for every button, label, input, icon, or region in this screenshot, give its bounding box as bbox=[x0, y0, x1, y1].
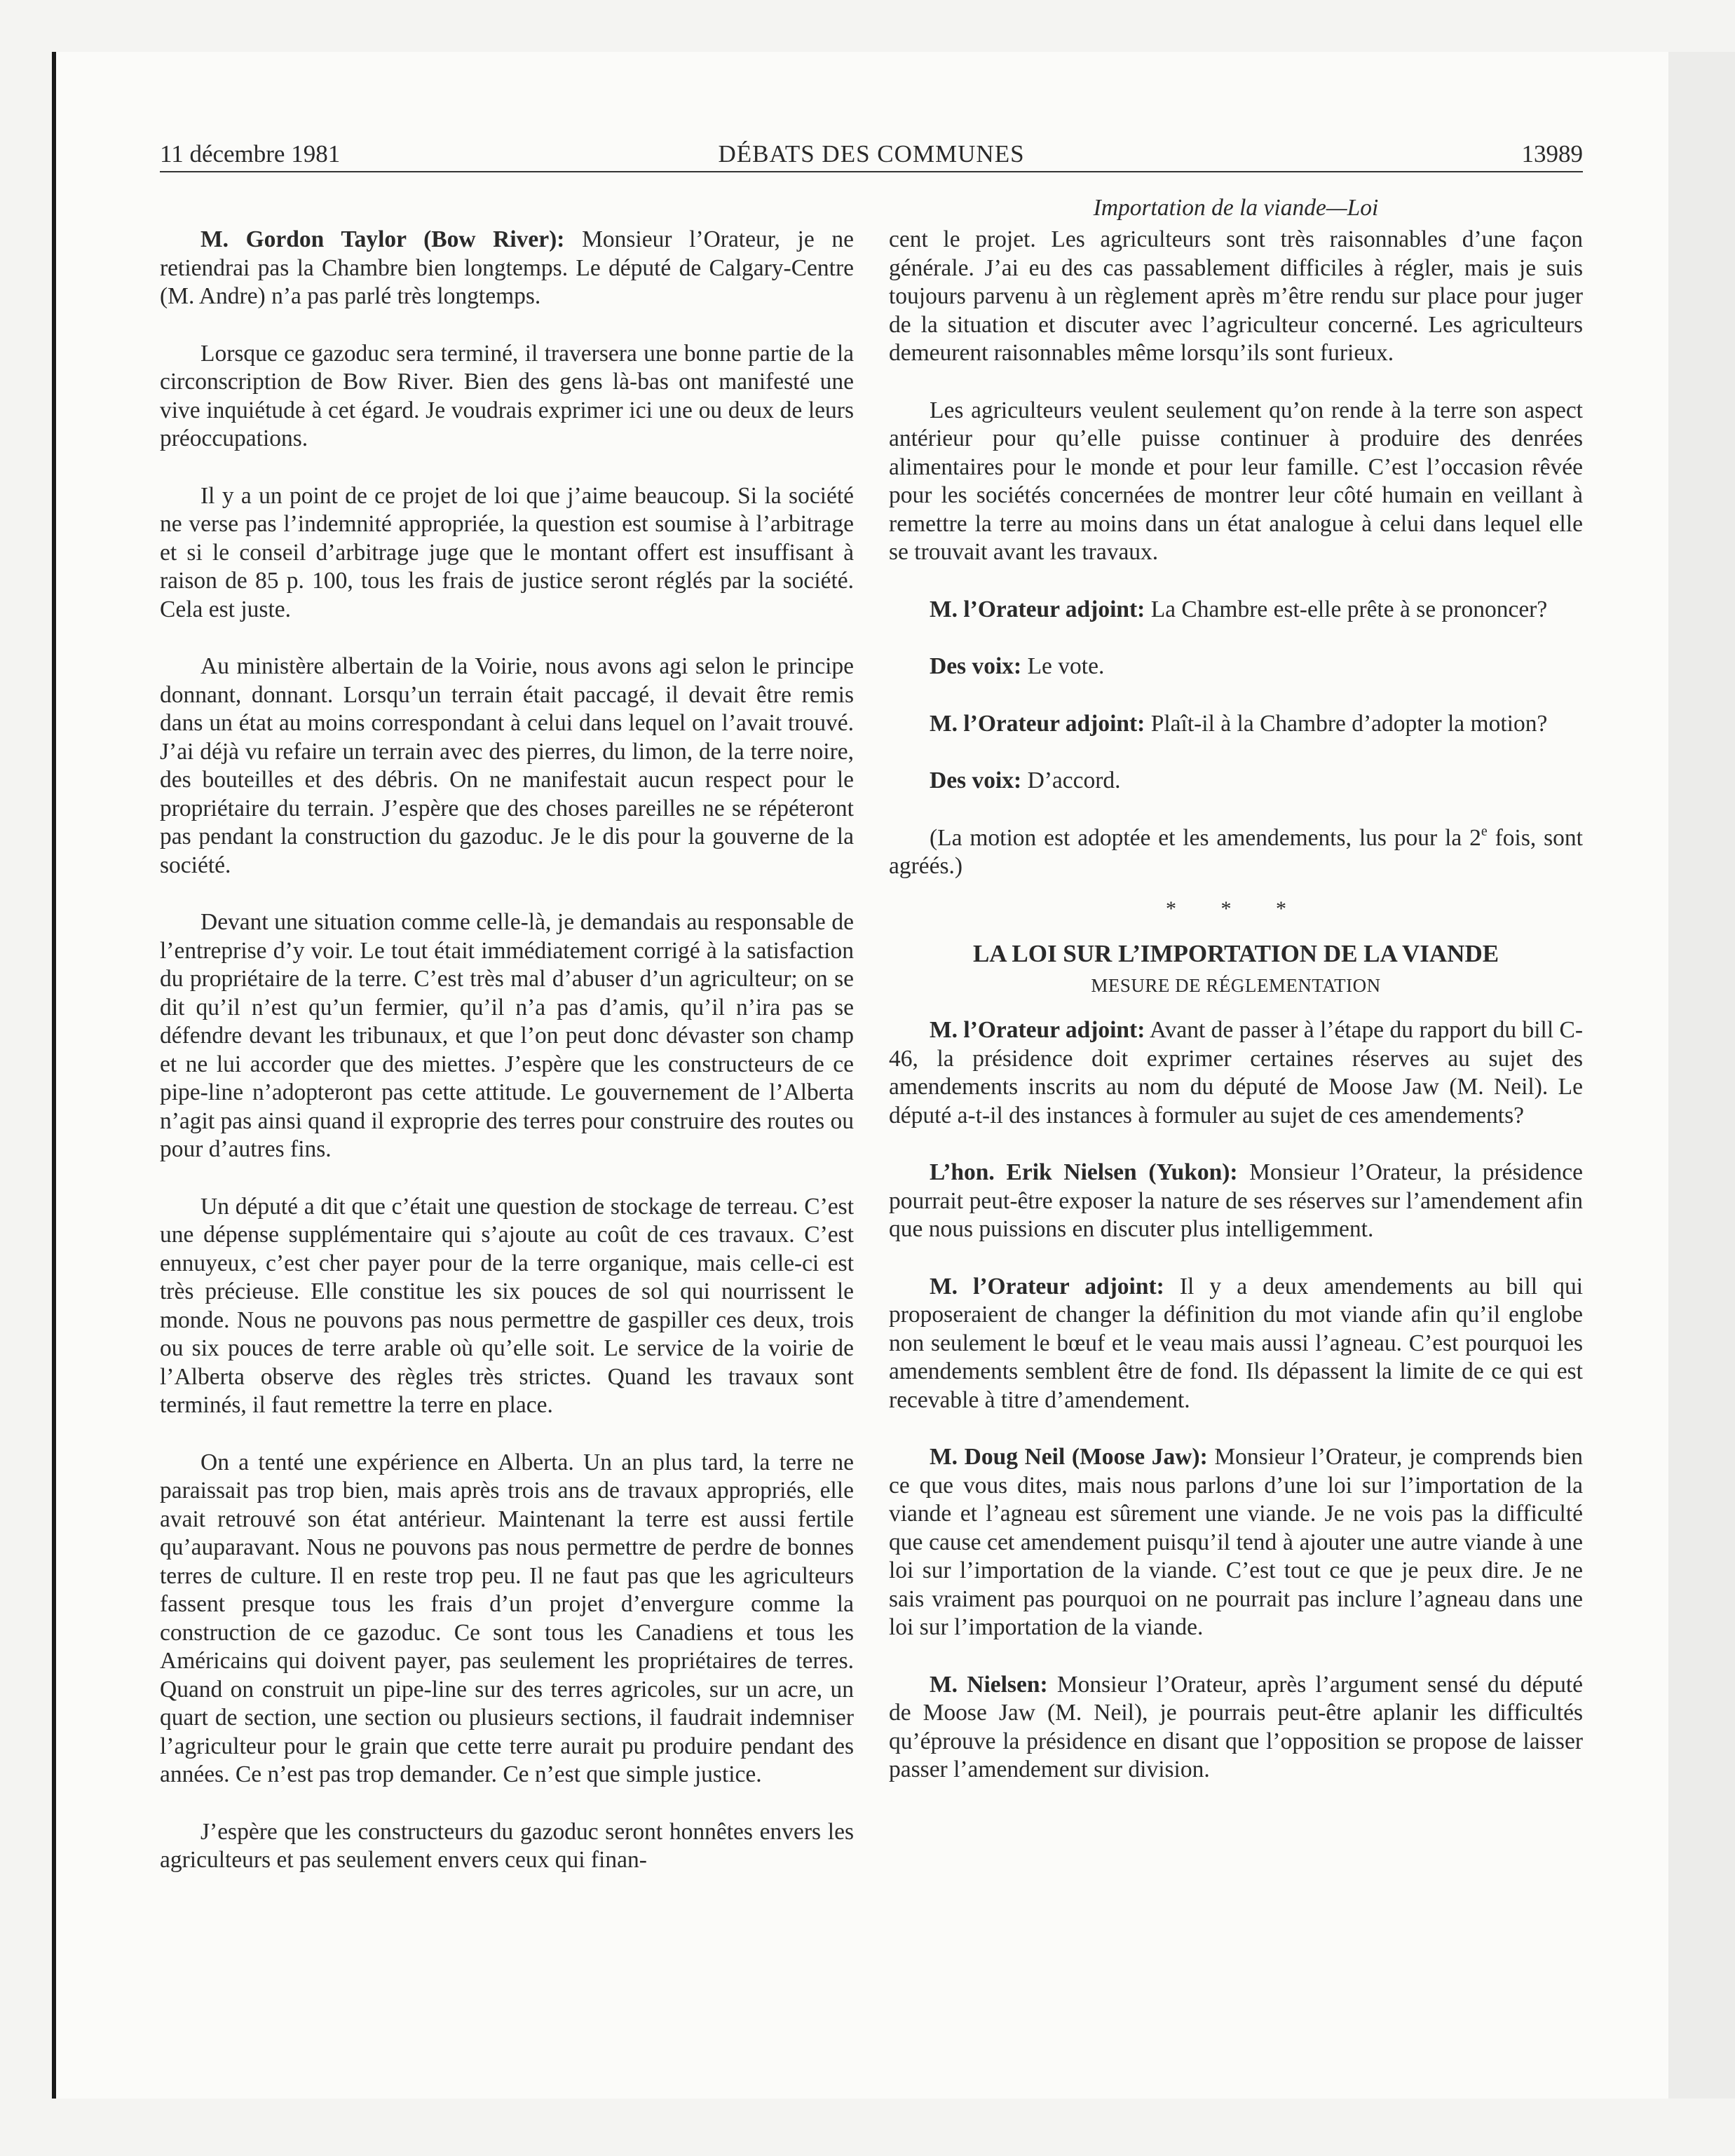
header-title: DÉBATS DES COMMUNES bbox=[718, 140, 1025, 168]
paragraph-text: La Chambre est-elle prête à se prononcer? bbox=[1145, 596, 1548, 622]
left-column bbox=[160, 226, 854, 1904]
paragraph-text: Monsieur l’Orateur, après l’argument sensé du député de Moose Jaw (M. Neil), je pourrais peut-être aplanir les difficultés qu’éprouve la présidence en disant que l’opposition se propose de laisser passer l’amendement sur division. bbox=[889, 1671, 1583, 1782]
page-number: 13989 bbox=[1521, 140, 1583, 168]
paragraph bbox=[889, 1016, 1583, 1130]
right-column bbox=[889, 191, 1583, 1813]
running-head: Importation de la viande—Loi bbox=[1093, 195, 1379, 221]
paragraph bbox=[889, 767, 1583, 796]
speaker-name: M. l’Orateur adjoint: bbox=[930, 1017, 1145, 1043]
paragraph bbox=[889, 824, 1583, 881]
paragraph: cent le projet. Les agriculteurs sont très raisonnables d’une façon générale. J’ai eu des cas passablement difficiles à régler, mais je suis toujours parvenu à un règlement après m’être rendu sur place pour juger de la situation et discuter avec l’agriculteur concerné. Les agriculteurs demeurent raisonnables même lorsqu’ils sont furieux. bbox=[889, 226, 1583, 366]
paragraph-text: D’accord. bbox=[1021, 767, 1121, 793]
speaker-name: L’hon. Erik Nielsen (Yukon): bbox=[930, 1159, 1238, 1185]
speaker-name: M. Nielsen: bbox=[930, 1671, 1048, 1698]
paragraph-text: Il y a deux amendements au bill qui proposeraient de changer la définition du mot viande afin qu’il englobe non seulement le bœuf et le veau mais aussi l’agneau. C’est pourquoi les amendements semblent être de fond. Ils dépassent la limite de ce qui est recevable à titre d’amendement. bbox=[889, 1273, 1584, 1413]
paragraph-text: (La motion est adoptée et les amendements, lus pour la 2 bbox=[930, 824, 1481, 851]
paragraph: Devant une situation comme celle-là, je demandais au responsable de l’entreprise d’y voir. Le tout était immédiatement corrigé à la satisfaction du propriétaire de la terre. C’est très mal d’abuser d’un agriculteur; on se dit qu’il n’est qu’un fermier, qu’il n’a pas d’amis, qu’il n’ira pas se défendre devant les tribunaux, et que l’on peut donc dévaster son champ et ne lui accorder que des miettes. J’espère que les constructeurs de ce pipe-line n’adopteront pas cette attitude. Le gouvernement de l’Alberta n’agit pas ainsi quand il exproprie des terres pour construire des routes ou pour d’autres fins. bbox=[160, 909, 854, 1162]
section-title: LA LOI SUR L’IMPORTATION DE LA VIANDE bbox=[972, 940, 1499, 967]
paragraph-text: Monsieur l’Orateur, je ne retiendrai pas la Chambre bien longtemps. Le député de Calgary-Centre (M. Andre) n’a pas parlé très longtemps. bbox=[160, 226, 854, 309]
paragraph bbox=[889, 1443, 1583, 1642]
speaker-name: M. l’Orateur adjoint: bbox=[930, 710, 1145, 737]
speaker-name: M. Gordon Taylor (Bow River): bbox=[200, 226, 565, 252]
paragraph bbox=[160, 226, 854, 311]
paragraph-text: Plaît-il à la Chambre d’adopter la motion? bbox=[1145, 710, 1548, 737]
page-header bbox=[160, 140, 1583, 172]
speaker-name: Des voix: bbox=[930, 653, 1022, 679]
section-subtitle: MESURE DE RÉGLEMENTATION bbox=[1091, 974, 1381, 996]
paragraph-text: Le vote. bbox=[1021, 653, 1105, 679]
paragraph bbox=[889, 596, 1583, 625]
superscript: e bbox=[1481, 823, 1488, 839]
paragraph: Un député a dit que c’était une question de stockage de terreau. C’est une dépense supplémentaire qui s’ajoute au coût de ces travaux. C’est ennuyeux, c’est cher payer pour de la terre organique, mais celle-ci est très précieuse. Elle constitue les six pouces de sol qui nourrissent le monde. Nous ne pouvons pas nous permettre de gaspiller ces deux, trois ou six pouces de terre arable où qu’elle soit. Le service de la voirie de l’Alberta observe des règles très strictes. Quand les travaux sont terminés, il faut remettre la terre en place. bbox=[160, 1193, 854, 1418]
paragraph: On a tenté une expérience en Alberta. Un an plus tard, la terre ne paraissait pas trop bien, mais après trois ans de travaux appropriés, elle avait retrouvé son état antérieur. Maintenant la terre est aussi fertile qu’auparavant. Nous ne pouvons pas nous permettre de perdre de bonnes terres de culture. Il en reste trop peu. Il ne faut pas que les agriculteurs fassent presque tous les frais d’un projet d’envergure comme la construction de ce gazoduc. Ce sont tous les Canadiens et tous les Américains qui doivent payer, pas seulement les propriétaires de terres. Quand on construit un pipe-line sur des terres agricoles, sur un acre, un quart de section, une section ou plusieurs sections, il faudrait indemniser l’agriculteur pour le grain que cette terre aurait pu produire pendant des années. Ce n’est pas trop demander. Ce n’est que simple justice. bbox=[160, 1449, 854, 1787]
paragraph bbox=[889, 1159, 1583, 1244]
paragraph: J’espère que les constructeurs du gazoduc seront honnêtes envers les agriculteurs et pas seulement envers ceux qui finan- bbox=[160, 1818, 854, 1873]
paragraph bbox=[889, 653, 1583, 681]
paragraph bbox=[889, 1671, 1583, 1785]
paragraph: Au ministère albertain de la Voirie, nous avons agi selon le principe donnant, donnant. Lorsqu’un terrain était paccagé, il devait être remis dans un état au moins correspondant à celui dans lequel on l’avait trouvé. J’ai déjà vu refaire un terrain avec des pierres, du limon, de la terre noire, des bouteilles et des débris. On ne manifestait aucun respect pour le propriétaire du terrain. J’espère que des choses pareilles ne se répéteront pas pendant la construction du gazoduc. Je le dis pour la gouverne de la société. bbox=[160, 653, 854, 878]
paragraph-text: Monsieur l’Orateur, la présidence pourrait peut-être exposer la nature de ses réserves sur l’amendement afin que nous puissions en discuter plus intelligemment. bbox=[889, 1159, 1583, 1242]
paragraph: Lorsque ce gazoduc sera terminé, il traversera une bonne partie de la circonscription de Bow River. Bien des gens là-bas ont manifesté une vive inquiétude à cet égard. Je voudrais exprimer ici une ou deux de leurs préoccupations. bbox=[160, 340, 854, 451]
header-date: 11 décembre 1981 bbox=[160, 140, 341, 168]
speaker-name: M. l’Orateur adjoint: bbox=[930, 596, 1145, 622]
paragraph-text: fois, sont agréés.) bbox=[889, 824, 1583, 879]
paragraph bbox=[889, 1273, 1583, 1415]
speaker-name: Des voix: bbox=[930, 767, 1022, 793]
speaker-name: M. l’Orateur adjoint: bbox=[930, 1273, 1164, 1299]
paragraph: Il y a un point de ce projet de loi que j’aime beaucoup. Si la société ne verse pas l’indemnité appropriée, la question est soumise à l’arbitrage et si le conseil d’arbitrage juge que le montant offert est insuffisant à raison de 85 p. 100, tous les frais de justice seront réglés par la société. Cela est juste. bbox=[160, 482, 854, 622]
paragraph: Les agriculteurs veulent seulement qu’on rende à la terre son aspect antérieur pour qu’elle puisse continuer à produire des denrées alimentaires pour le monde et pour leur famille. C’est l’occasion rêvée pour les sociétés concernées de montrer leur côté humain en veillant à remettre la terre au moins dans un état analogue à celui dans lequel elle se trouvait avant les travaux. bbox=[889, 397, 1583, 565]
scan-right-margin bbox=[1665, 52, 1735, 2099]
speaker-name: M. Doug Neil (Moose Jaw): bbox=[930, 1444, 1208, 1470]
section-separator: * * * bbox=[1166, 896, 1306, 920]
paragraph bbox=[889, 710, 1583, 739]
paragraph-text: Monsieur l’Orateur, je comprends bien ce que vous dites, mais nous parlons d’une loi sur l’importation de la viande et l’agneau est sûrement une viande. Je ne vois pas la difficulté que cause cet amendement puisqu’il tend à ajouter une autre viande à une loi sur l’importation de la viande. C’est tout ce que je peux dire. Je ne sais vraiment pas pourquoi on ne pourrait pas inclure l’agneau dans une loi sur l’importation de la viande. bbox=[889, 1444, 1583, 1640]
paragraph-text: Avant de passer à l’étape du rapport du bill C-46, la présidence doit exprimer certaines réserves au sujet des amendements inscrits au nom du député de Moose Jaw (M. Neil). Le député a-t-il des instances à formuler au sujet de ces amendements? bbox=[889, 1017, 1584, 1128]
